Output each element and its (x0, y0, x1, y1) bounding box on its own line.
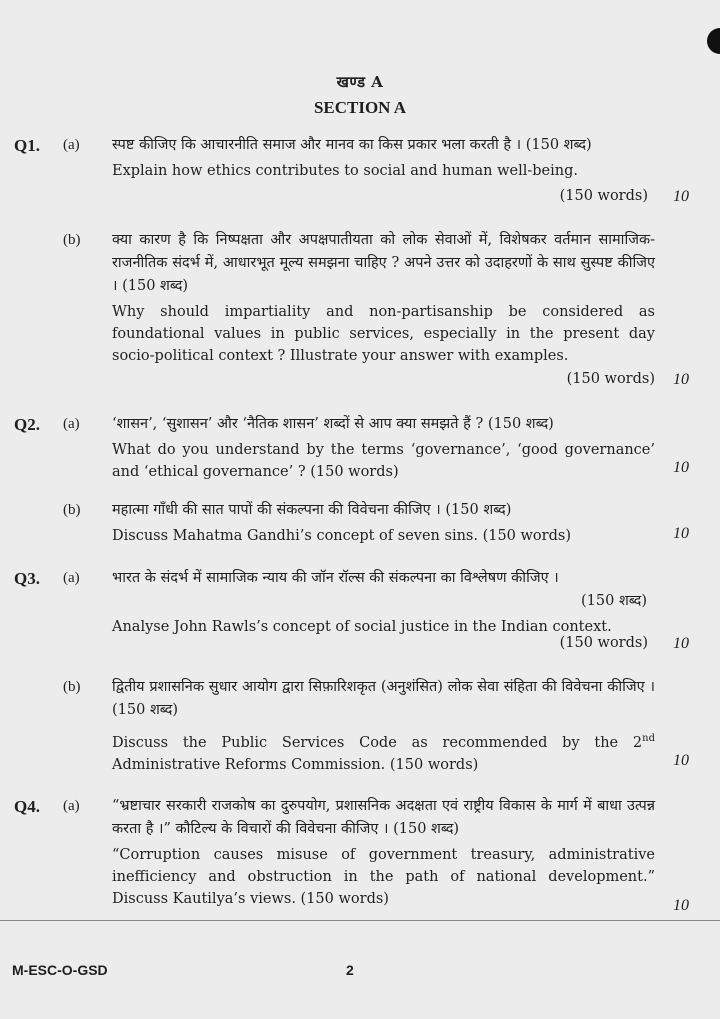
word-limit-q1a: (150 words) (559, 188, 648, 204)
hindi-text-q1a: स्पष्ट कीजिए कि आचारनीति समाज और मानव का किस प्रकार भला करती है । (150 शब्द) (112, 137, 592, 153)
part-label-q2b: (b) (63, 502, 81, 518)
hindi-text-q3a: भारत के संदर्भ में सामाजिक न्याय की जॉन रॉल्स की संकल्पना का विश्लेषण कीजिए । (112, 570, 559, 586)
question-q2b (112, 499, 655, 547)
question-q4a (112, 795, 655, 910)
ordinal-suffix: nd (642, 733, 655, 744)
english-text-q4a: “Corruption causes misuse of government treasury, administrative inefficiency and obstruction in the path of national development.” Discuss Kautilya’s views. (150 words) (112, 847, 655, 907)
question-number-q2: Q2. (14, 415, 40, 434)
hindi-text-q4a: “भ्रष्टाचार सरकारी राजकोष का दुरुपयोग, प्रशासनिक अदक्षता एवं राष्ट्रीय विकास के मार्ग में बाधा उत्पन्न करता है ।” कौटिल्य के विचारों की विवेचना कीजिए । (150 शब्द) (112, 798, 655, 837)
question-q3a (112, 567, 655, 638)
word-limit-q3a: (150 words) (559, 635, 648, 651)
english-text-q2b: Discuss Mahatma Gandhi’s concept of seven sins. (150 words) (112, 528, 571, 544)
question-q2a (112, 413, 655, 483)
punch-hole-mark (707, 28, 720, 54)
marks-q1a: 10 (673, 188, 689, 205)
english-text-q2a: What do you understand by the terms ‘governance’, ‘good governance’ and ‘ethical governance’ ? (150 words) (112, 442, 655, 480)
english-text-q1b: Why should impartiality and non-partisanship be considered as foundational values in public services, especially in the present day socio-political context ? Illustrate your answer with examples. (112, 304, 655, 364)
english-text-q3b (112, 728, 655, 776)
word-limit-q1b: (150 words) (566, 371, 655, 387)
part-label-q3b: (b) (63, 679, 81, 695)
page-number: 2 (346, 962, 354, 978)
question-q1b (112, 229, 655, 367)
paper-code: M-ESC-O-GSD (12, 962, 108, 978)
part-label-q1a: (a) (63, 137, 80, 153)
question-q3b (112, 676, 655, 776)
english-text-q3b-main: Discuss the Public Services Code as recommended by the 2 (112, 734, 643, 751)
part-label-q1b: (b) (63, 232, 81, 248)
question-number-q3: Q3. (14, 569, 40, 588)
part-label-q3a: (a) (63, 570, 80, 586)
footer-divider (0, 920, 720, 921)
hindi-text-q1b: क्या कारण है कि निष्पक्षता और अपक्षपातीयता को लोक सेवाओं में, विशेषकर वर्तमान सामाजिक-राजनीतिक संदर्भ में, आधारभूत मूल्य समझना चाहिए ? अपने उत्तर को उदाहरणों के साथ सुस्पष्ट कीजिए । (150 शब्द) (112, 232, 655, 294)
hindi-text-q2b: महात्मा गाँधी की सात पापों की संकल्पना की विवेचना कीजिए । (150 शब्द) (112, 502, 512, 518)
hindi-text-q3b: द्वितीय प्रशासनिक सुधार आयोग द्वारा सिफ़ारिशकृत (अनुशंसित) लोक सेवा संहिता की विवेचना कीजिए । (150 शब्द) (112, 679, 655, 718)
hindi-word-limit-q3a: (150 शब्द) (581, 593, 647, 609)
question-q1a (112, 134, 655, 182)
english-text-q3b-tail: Administrative Reforms Commission. (150 words) (112, 756, 479, 773)
marks-q1b: 10 (673, 371, 689, 388)
hindi-text-q2a: ‘शासन’, ‘सुशासन’ और ‘नैतिक शासन’ शब्दों से आप क्या समझते हैं ? (150 शब्द) (112, 416, 554, 432)
question-number-q1: Q1. (14, 136, 40, 155)
english-text-q3a: Analyse John Rawls’s concept of social justice in the Indian context. (112, 619, 612, 635)
hindi-section-title: खण्ड A (336, 73, 384, 91)
marks-q3b: 10 (673, 752, 689, 769)
marks-q3a: 10 (673, 635, 689, 652)
part-label-q2a: (a) (63, 416, 80, 432)
marks-q2b: 10 (673, 525, 689, 542)
question-number-q4: Q4. (14, 797, 40, 816)
marks-q2a: 10 (673, 459, 689, 476)
section-title: SECTION A (313, 98, 407, 117)
part-label-q4a: (a) (63, 798, 80, 814)
english-text-q1a: Explain how ethics contributes to social and human well-being. (112, 163, 578, 179)
marks-q4a: 10 (673, 897, 689, 914)
